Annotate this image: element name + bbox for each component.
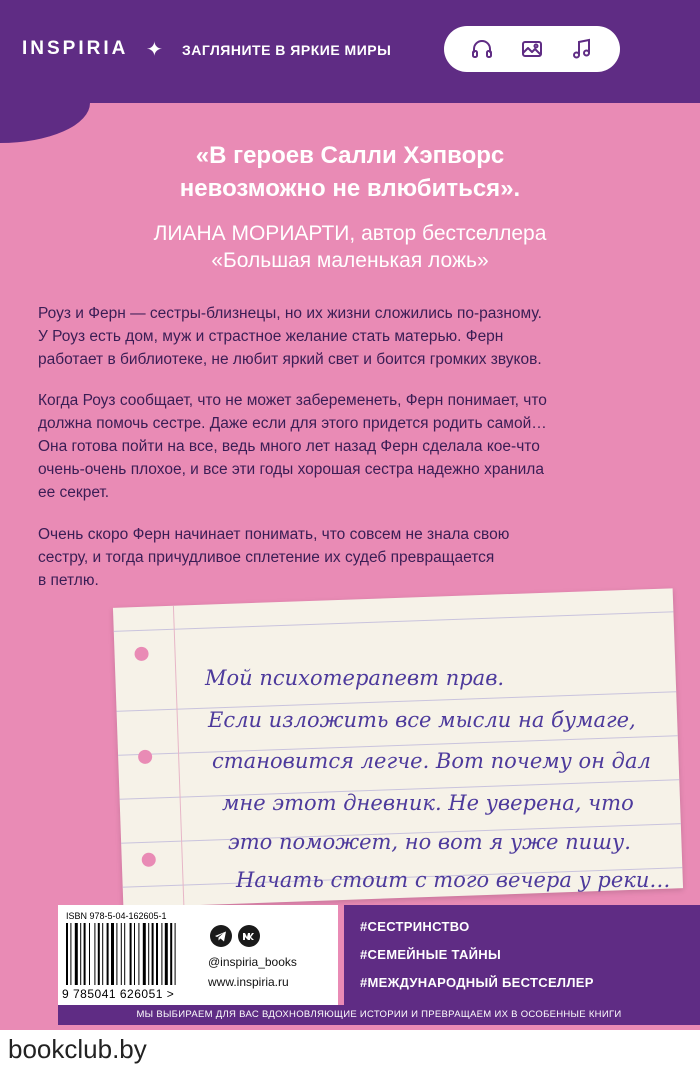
slogan-bar [58,1005,700,1025]
barcode [66,923,201,985]
synopsis-line: Она готова пойти на все, ведь много лет назад Ферн сделала кое-что [38,438,540,455]
website-link[interactable]: www.inspiria.ru [208,975,289,989]
synopsis-line: должна помочь сестре. Даже если для этого придется родить самой… [38,415,547,432]
quote-attribution-line-1: ЛИАНА МОРИАРТИ, автор бестселлера [153,222,547,245]
synopsis-line: очень-очень плохое, и все эти годы хорошая сестра надежно хранила [38,461,544,478]
imprint-box [58,905,338,1005]
star-icon: ✦ [146,39,163,61]
publisher-header [0,0,700,103]
headphones-icon [470,37,494,61]
review-quote-line-1: «В героев Салли Хэпворс [195,142,505,169]
handwritten-line: Если изложить все мысли на бумаге, [208,708,636,732]
punch-hole [138,750,152,764]
synopsis-paragraph-2 [38,389,678,504]
publisher-tagline: ЗАГЛЯНИТЕ В ЯРКИЕ МИРЫ [182,42,392,58]
handwritten-line: это поможет, но вот я уже пишу. [228,830,631,854]
review-quote-line-2: невозможно не влюбиться». [179,175,521,202]
synopsis-line: работает в библиотеке, не любит яркий свет и боится громких звуков. [38,351,542,368]
hashtag: #СЕМЕЙНЫЕ ТАЙНЫ [360,947,501,962]
handwritten-line: Мой психотерапевт прав. [205,666,505,690]
synopsis-paragraph-1 [38,302,678,371]
punch-hole [134,647,148,661]
handwritten-line: Начать стоит с того вечера у реки… [236,868,671,892]
barcode-number: 9 785041 626051 > [62,987,175,1001]
publisher-logo: INSPIRIA [22,38,129,59]
synopsis-line: Очень скоро Ферн начинает понимать, что совсем не знала свою [38,526,510,543]
quote-attribution-line-2: «Большая маленькая ложь» [211,249,489,272]
synopsis-line: Когда Роуз сообщает, что не может забеременеть, Ферн понимает, что [38,392,547,409]
watermark-strip [0,1030,700,1073]
synopsis-line: в петлю. [38,572,99,589]
punch-hole [142,853,156,867]
image-icon [520,37,544,61]
telegram-icon[interactable] [210,925,232,947]
site-watermark: bookclub.by [8,1034,147,1064]
social-handle[interactable]: @inspiria_books [208,955,297,969]
media-icons-pill [444,26,620,72]
handwritten-line: становится легче. Вот почему он дал [212,749,651,773]
synopsis-line: сестру, и тогда причудливое сплетение их судеб превращается [38,549,495,566]
hashtag: #СЕСТРИНСТВО [360,919,470,934]
synopsis-paragraph-3 [38,523,678,592]
isbn-text: ISBN 978-5-04-162605-1 [66,911,167,921]
synopsis-line: У Роуз есть дом, муж и страстное желание стать матерью. Ферн [38,328,504,345]
publisher-slogan: МЫ ВЫБИРАЕМ ДЛЯ ВАС ВДОХНОВЛЯЮЩИЕ ИСТОРИИ И ПРЕВРАЩАЕМ ИХ В ОСОБЕННЫЕ КНИГИ [136,1009,622,1020]
hashtag-panel [344,905,700,1005]
handwritten-line: мне этот дневник. Не уверена, что [222,791,634,815]
hashtag: #МЕЖДУНАРОДНЫЙ БЕСТСЕЛЛЕР [360,975,594,990]
synopsis-line: ее секрет. [38,484,110,501]
music-note-icon [570,37,594,61]
synopsis-line: Роуз и Ферн — сестры-близнецы, но их жизни сложились по-разному. [38,305,542,322]
vk-icon[interactable] [238,925,260,947]
